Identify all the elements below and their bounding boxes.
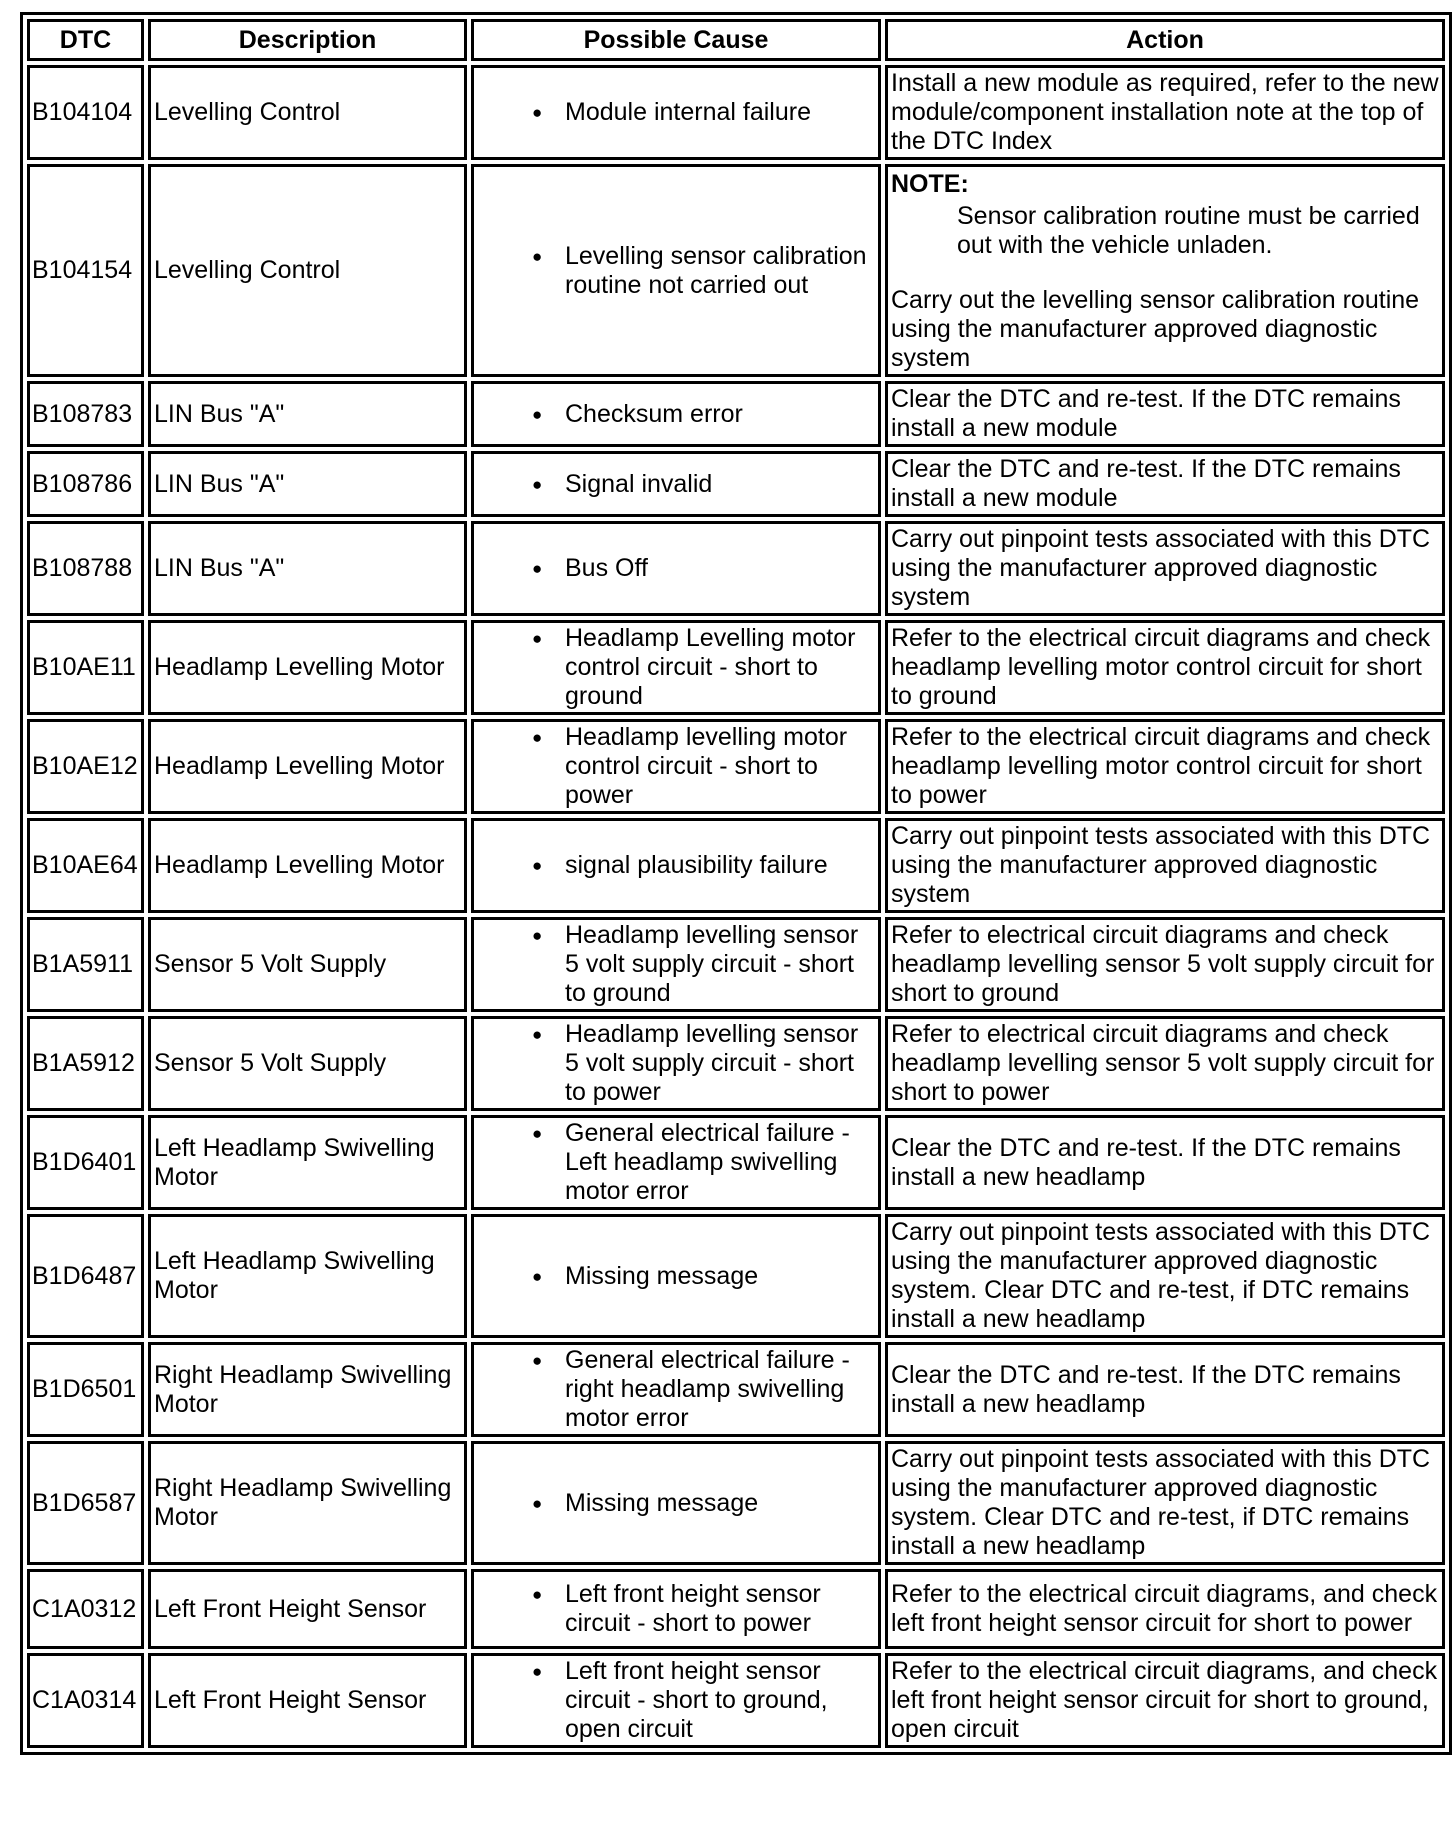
possible-cause	[471, 719, 881, 814]
cause-bullet-item: ● signal plausibility failure	[565, 851, 875, 880]
action-cell	[885, 917, 1445, 1012]
dtc-description: Sensor 5 Volt Supply	[148, 917, 467, 1012]
possible-cause	[471, 1441, 881, 1565]
header-cause: Possible Cause	[471, 19, 881, 61]
cause-bullet-item: ● Left front height sensor circuit - short to power	[565, 1580, 875, 1638]
possible-cause	[471, 818, 881, 913]
possible-cause	[471, 1569, 881, 1649]
dtc-description: Right Headlamp Swivelling Motor	[148, 1342, 467, 1437]
cause-bullet-item: ● Module internal failure	[565, 98, 875, 127]
cause-bullet-item: ● Levelling sensor calibration routine not carried out	[565, 242, 875, 300]
cause-bullet-item: ● General electrical failure - right headlamp swivelling motor error	[565, 1346, 875, 1433]
table-row	[27, 381, 1445, 447]
possible-cause	[471, 65, 881, 160]
possible-cause	[471, 1653, 881, 1748]
action-cell	[885, 719, 1445, 814]
action-cell	[885, 65, 1445, 160]
action-text: Carry out pinpoint tests associated with this DTC using the manufacturer approved diagnostic system	[891, 822, 1431, 908]
table-row	[27, 1441, 1445, 1565]
dtc-description: Levelling Control	[148, 164, 467, 377]
possible-cause	[471, 451, 881, 517]
dtc-code: B104154	[27, 164, 144, 377]
table-row	[27, 1115, 1445, 1210]
possible-cause	[471, 1115, 881, 1210]
cause-bullet-item: ● General electrical failure - Left headlamp swivelling motor error	[565, 1119, 875, 1206]
table-body	[27, 65, 1445, 1748]
table-row	[27, 1214, 1445, 1338]
cause-bullet-item: ● Bus Off	[565, 554, 875, 583]
action-cell	[885, 1115, 1445, 1210]
dtc-code: B108788	[27, 521, 144, 616]
possible-cause	[471, 521, 881, 616]
action-cell	[885, 1653, 1445, 1748]
header-description: Description	[148, 19, 467, 61]
action-cell	[885, 620, 1445, 715]
table-row	[27, 719, 1445, 814]
action-text: Carry out pinpoint tests associated with this DTC using the manufacturer approved diagnostic system. Clear DTC and re-test, if DTC remains install a new headlamp	[891, 1218, 1431, 1333]
action-cell	[885, 1342, 1445, 1437]
table-row	[27, 521, 1445, 616]
dtc-code: B104104	[27, 65, 144, 160]
cause-bullet-item: ● Signal invalid	[565, 470, 875, 499]
note-label: NOTE:	[891, 170, 969, 198]
table-row	[27, 1653, 1445, 1748]
table-row	[27, 65, 1445, 160]
action-text: Refer to the electrical circuit diagrams and check headlamp levelling motor control circuit for short to power	[891, 723, 1431, 809]
dtc-code: B10AE64	[27, 818, 144, 913]
action-text: Clear the DTC and re-test. If the DTC remains install a new headlamp	[891, 1360, 1401, 1418]
action-text: Carry out pinpoint tests associated with this DTC using the manufacturer approved diagnostic system. Clear DTC and re-test, if DTC remains install a new headlamp	[891, 1445, 1431, 1560]
action-text: Clear the DTC and re-test. If the DTC remains install a new module	[891, 455, 1401, 512]
dtc-code: B10AE11	[27, 620, 144, 715]
action-text: Clear the DTC and re-test. If the DTC remains install a new module	[891, 385, 1401, 442]
possible-cause	[471, 620, 881, 715]
action-text: Refer to the electrical circuit diagrams, and check left front height sensor circuit for short to ground, open circuit	[891, 1657, 1438, 1743]
dtc-code: B1A5911	[27, 917, 144, 1012]
action-text: Refer to the electrical circuit diagrams, and check left front height sensor circuit for short to power	[891, 1580, 1438, 1637]
table-row	[27, 917, 1445, 1012]
action-text: Carry out the levelling sensor calibration routine using the manufacturer approved diagnostic system	[891, 286, 1420, 372]
dtc-code: B1A5912	[27, 1016, 144, 1111]
action-text: Refer to electrical circuit diagrams and check headlamp levelling sensor 5 volt supply circuit for short to ground	[891, 921, 1435, 1007]
header-dtc: DTC	[27, 19, 144, 61]
dtc-code: B1D6501	[27, 1342, 144, 1437]
table-row	[27, 620, 1445, 715]
dtc-table	[20, 12, 1452, 1755]
dtc-description: Left Front Height Sensor	[148, 1653, 467, 1748]
cause-bullet-item: ● Headlamp levelling motor control circuit - short to power	[565, 723, 875, 810]
action-cell	[885, 451, 1445, 517]
dtc-code: B108783	[27, 381, 144, 447]
possible-cause	[471, 1342, 881, 1437]
table-row	[27, 164, 1445, 377]
dtc-description: Headlamp Levelling Motor	[148, 818, 467, 913]
action-cell	[885, 1441, 1445, 1565]
dtc-description: LIN Bus "A"	[148, 451, 467, 517]
cause-bullet-item: ● Headlamp levelling sensor 5 volt supply circuit - short to ground	[565, 921, 875, 1008]
dtc-code: B1D6487	[27, 1214, 144, 1338]
header-action: Action	[885, 19, 1445, 61]
action-cell	[885, 381, 1445, 447]
action-text: Refer to the electrical circuit diagrams and check headlamp levelling motor control circuit for short to ground	[891, 624, 1431, 710]
table-row	[27, 818, 1445, 913]
possible-cause	[471, 1016, 881, 1111]
dtc-code: C1A0312	[27, 1569, 144, 1649]
action-cell	[885, 1214, 1445, 1338]
cause-bullet-item: ● Missing message	[565, 1262, 875, 1291]
cause-bullet-item: ● Headlamp levelling sensor 5 volt supply circuit - short to power	[565, 1020, 875, 1107]
cause-bullet-item: ● Left front height sensor circuit - short to ground, open circuit	[565, 1657, 875, 1744]
cause-bullet-item: ● Checksum error	[565, 400, 875, 429]
possible-cause	[471, 381, 881, 447]
cause-bullet-item: ● Missing message	[565, 1489, 875, 1518]
action-cell	[885, 164, 1445, 377]
possible-cause	[471, 917, 881, 1012]
header-row	[27, 19, 1445, 61]
action-cell	[885, 1569, 1445, 1649]
dtc-description: Left Front Height Sensor	[148, 1569, 467, 1649]
possible-cause	[471, 1214, 881, 1338]
dtc-code: B1D6587	[27, 1441, 144, 1565]
dtc-description: Right Headlamp Swivelling Motor	[148, 1441, 467, 1565]
dtc-code: B108786	[27, 451, 144, 517]
action-cell	[885, 1016, 1445, 1111]
note-text: Sensor calibration routine must be carried out with the vehicle unladen.	[957, 202, 1420, 259]
dtc-code: C1A0314	[27, 1653, 144, 1748]
dtc-description: Levelling Control	[148, 65, 467, 160]
action-text: Carry out pinpoint tests associated with this DTC using the manufacturer approved diagnostic system	[891, 525, 1431, 611]
cause-bullet-item: ● Headlamp Levelling motor control circuit - short to ground	[565, 624, 875, 711]
table-row	[27, 1016, 1445, 1111]
dtc-code: B10AE12	[27, 719, 144, 814]
dtc-description: Sensor 5 Volt Supply	[148, 1016, 467, 1111]
action-cell	[885, 818, 1445, 913]
action-text: Refer to electrical circuit diagrams and check headlamp levelling sensor 5 volt supply circuit for short to power	[891, 1020, 1435, 1106]
action-text: Clear the DTC and re-test. If the DTC remains install a new headlamp	[891, 1133, 1401, 1191]
dtc-description: Headlamp Levelling Motor	[148, 620, 467, 715]
table-row	[27, 1569, 1445, 1649]
dtc-description: LIN Bus "A"	[148, 381, 467, 447]
table-row	[27, 1342, 1445, 1437]
action-text: Install a new module as required, refer to the new module/component installation note at the top of the DTC Index	[891, 69, 1439, 155]
dtc-table-container	[20, 12, 1442, 1824]
dtc-code: B1D6401	[27, 1115, 144, 1210]
action-cell	[885, 521, 1445, 616]
dtc-description: Headlamp Levelling Motor	[148, 719, 467, 814]
table-row	[27, 451, 1445, 517]
possible-cause	[471, 164, 881, 377]
dtc-description: Left Headlamp Swivelling Motor	[148, 1115, 467, 1210]
dtc-description: LIN Bus "A"	[148, 521, 467, 616]
dtc-description: Left Headlamp Swivelling Motor	[148, 1214, 467, 1338]
